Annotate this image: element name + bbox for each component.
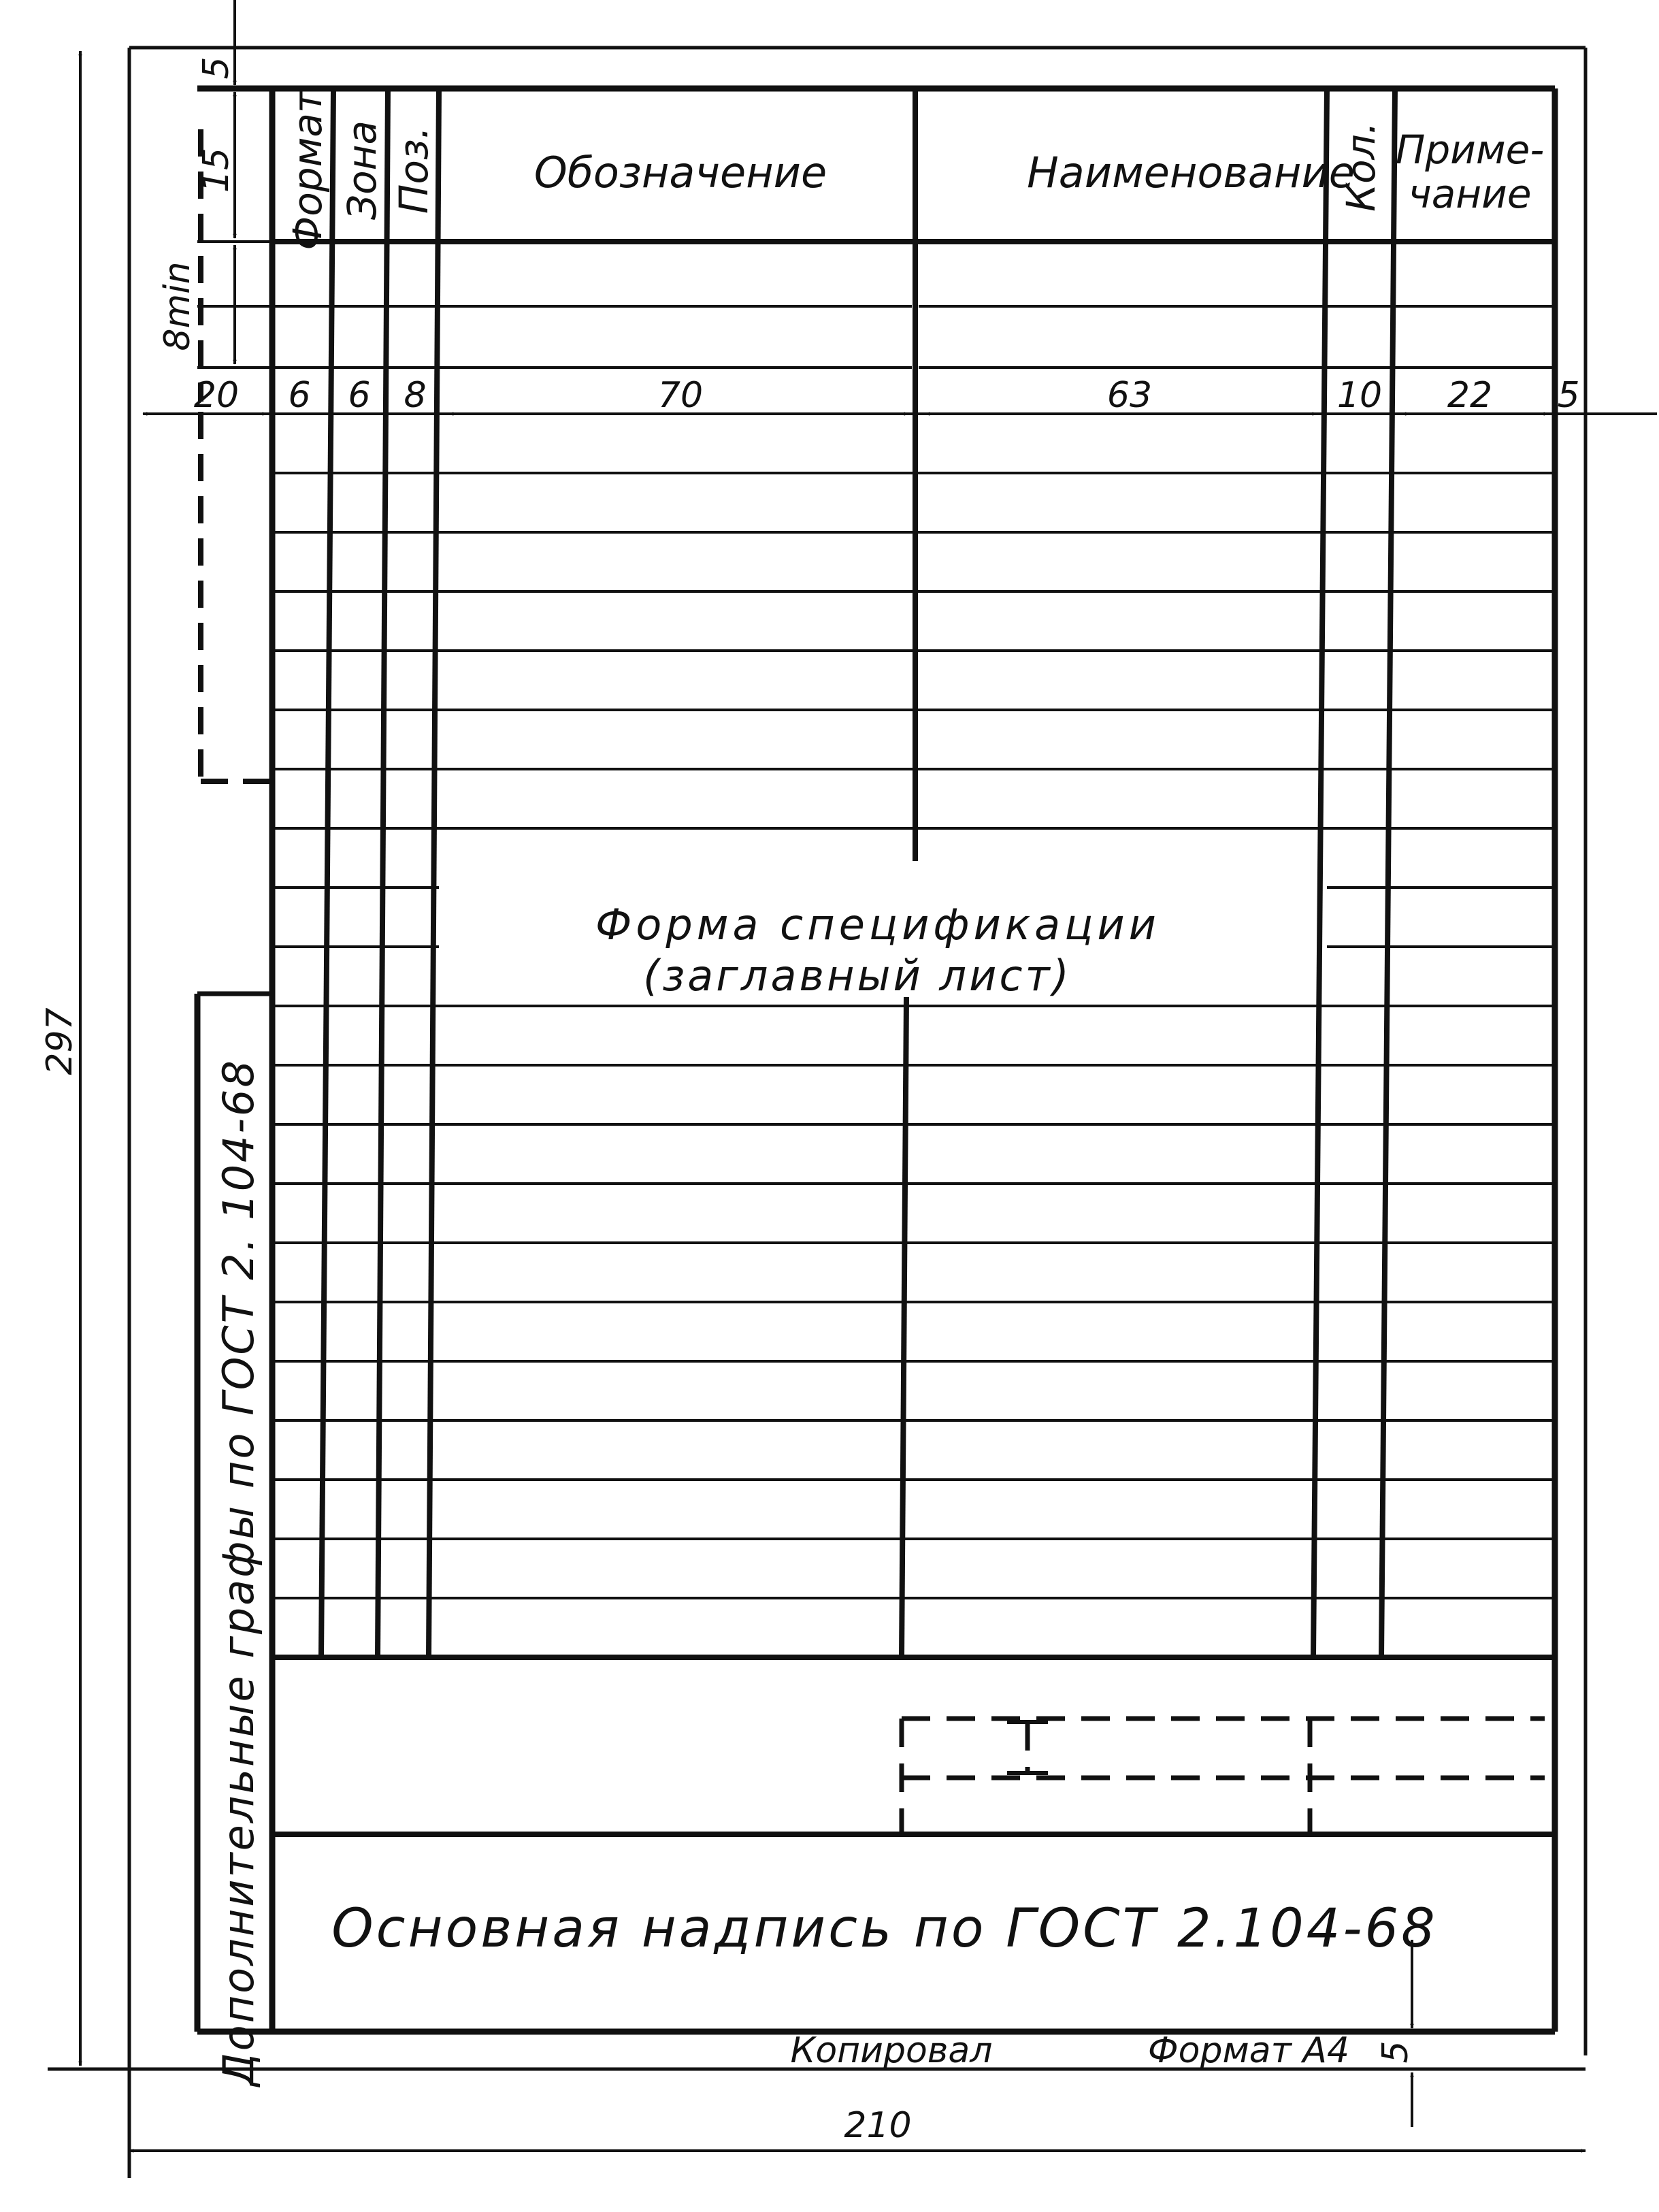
column-lines	[321, 88, 1395, 1657]
header-note-line2: чание	[1408, 171, 1532, 217]
center-title-line1: Форма спецификации	[595, 900, 1160, 949]
side-label: Дополнительные графы по ГОСТ 2. 104-68	[214, 1058, 263, 2086]
dim-qty-width: 10	[1336, 375, 1383, 416]
dim-format-width: 6	[288, 375, 311, 416]
header-designation: Обозначение	[533, 148, 827, 197]
header-format: Формат	[284, 90, 331, 250]
dim-note-width: 22	[1447, 375, 1493, 416]
center-title-line2: (заглавный лист)	[643, 951, 1072, 1001]
header-qty: Кол.	[1338, 121, 1384, 212]
title-block-frame	[272, 1657, 1555, 1834]
dashed-bracket	[201, 129, 272, 781]
dim-name-width: 63	[1106, 375, 1153, 416]
dim-designation-width: 70	[657, 375, 704, 416]
header-pos: Поз.	[391, 126, 437, 214]
dim-sheet-height: 297	[39, 1007, 80, 1075]
dim-pos-width: 8	[404, 375, 427, 416]
dim-bottom-margin: 5	[1375, 2040, 1416, 2064]
header-zone: Зона	[339, 120, 385, 221]
title-block-label: Основная надпись по ГОСТ 2.104-68	[331, 1898, 1438, 1959]
dim-right-margin: 5	[1557, 375, 1580, 416]
dim-top-15: 15	[196, 147, 237, 193]
footer-copied: Копировал	[790, 2030, 993, 2071]
header-name: Наименование	[1027, 148, 1355, 197]
dim-row-min: 8min	[157, 261, 198, 351]
header-note-line1: Приме-	[1395, 127, 1545, 173]
title-block-dashed	[902, 1719, 1545, 1834]
dimension-lines	[80, 0, 1657, 2151]
dim-zone-width: 6	[348, 375, 371, 416]
dim-top-5: 5	[196, 56, 237, 80]
dim-sheet-width: 210	[844, 2105, 912, 2146]
footer-format: Формат А4	[1147, 2030, 1350, 2071]
dim-left-margin: 20	[193, 375, 240, 416]
